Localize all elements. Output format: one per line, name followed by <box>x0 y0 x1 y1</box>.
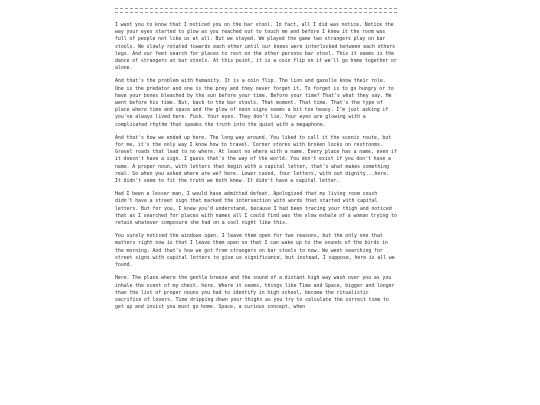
document-page <box>115 0 397 405</box>
top-divider-secondary <box>115 12 397 13</box>
paragraph-3: And that's how we ended up here. The long way around. You liked to call it the scenic route, but for me, it's the only way I know how to travel. Corner stores with broken locks on restrooms. Gravel roads that lead to no where. At least no where with a name. Every place has a name, even if it doesn't have a sign. I guess that's the way of the world. You don't exist if you don't have a name. A proper noun, with letters that begin with a capital letter, that's what makes something real. So when you asked where are we? here. Lower cased, four letters, with out dignity...here. It didn't seem to fit the truth we both knew. It didn't have a capital letter. <box>115 134 397 185</box>
document-body <box>115 22 397 311</box>
top-divider <box>115 8 397 9</box>
paragraph-6: Here. The place where the gentle breeze and the sound of a distant high way wash over you as you inhale the scent of my chest. here. Where it seems, things like Time and Space, bigger and longer than the list of proper nouns you had to identify in high school, become the ritualistic sacrifice of lovers. Time dripping down your thighs as you try to calculate the correct time to get up and insist you must go home. Space, a curious concept, when <box>115 275 395 311</box>
paragraph-5: You surely noticed the windows open. I leave them open for two reasons, but the only one that matters right now is that I leave them open so that I can wake up to the sounds of the birds in the morning. And that's how we got from strangers on bar stools to now. We went searching for street signs with capital letters to give us significance, but instead, I suppose, here is all we found. <box>115 233 395 269</box>
paragraph-1: I want you to know that I noticed you on the bar stool. In fact, all I did was notice. Notice the way your eyes started to glow as you reached out to touch me and before I knew it the room was full of people not like us at all. But we stayed. We played the game two strangers play on bar stools. We slowly rotated towards each other until our knees were interlocked between each others legs. And our feet search for places to rest on the other persons bar stool. This it seems is the dance of strangers at bar stools. At this point, it is a coin flip on if we'll go home together or alone. <box>115 22 397 72</box>
paragraph-4: Had I been a lesser man, I would have admitted defeat. Apologized that my living room couch didn't have a street sign that marked the intersection with words that started with capital letters. But for you, I knew you'd understand, because I had been tracing your thigh and noticed that as I searched for places with names all I could find was the slow exhale of a woman trying to retain whatever composure she had on a cool night like this. <box>115 191 397 227</box>
paragraph-2: And that's the problem with humanity. It is a coin flip. The lion and gazelle know their role. One is the predator and one is the prey and they never forget it. To forget is to go hungry or to have your bones bleached by the sun before your time. Before your time? That's what they say. He went before his time. But, back to the bar stools. That moment. That time. That's the type of place where time and space and the glow of neon signs seems a bit too heavy. I'm just asking if you've always lived here. Fuck. Your eyes. They don't lie. Your eyes are glowing with a complicated rhythm that speaks the truth into the quiet with a megaphone. <box>115 78 394 128</box>
